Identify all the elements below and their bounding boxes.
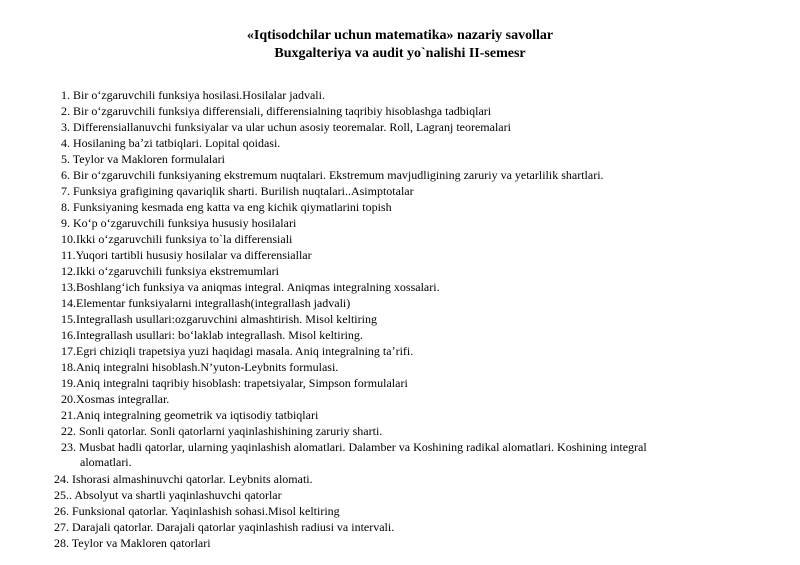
list-item: 13.Boshlangʻich funksiya va aniqmas integral. Aniqmas integralning xossalari. — [61, 280, 440, 294]
list-item: 17.Egri chiziqli trapetsiya yuzi haqidagi masala. Aniq integralning taʼrifi. — [61, 344, 414, 358]
document-title: «Iqtisodchilar uchun matematika» nazariy savollar — [246, 28, 554, 43]
list-item: 2. Bir oʻzgaruvchili funksiya differensiali, differensialning taqribiy hisoblashga tadbiqlari — [61, 104, 492, 118]
list-item: 1. Bir oʻzgaruvchili funksiya hosilasi.Hosilalar jadvali. — [61, 88, 325, 102]
list-item: 5. Teylor va Makloren formulalari — [61, 152, 225, 166]
document-subtitle: Buxgalteriya va audit yo`nalishi II-semesr — [274, 46, 526, 61]
list-item: 9. Koʻp oʻzgaruvchili funksiya hususiy hosilalari — [61, 216, 297, 230]
list-item: 23. Musbat hadli qatorlar, ularning yaqinlashish alomatlari. Dalamber va Koshining radikal alomatlari. Koshining integral alomatlari. — [61, 440, 647, 469]
list-item: 8. Funksiyaning kesmada eng katta va eng kichik qiymatlarini topish — [61, 200, 392, 214]
list-item: 14.Elementar funksiyalarni integrallash(integrallash jadvali) — [61, 296, 351, 310]
list-item: 3. Differensiallanuvchi funksiyalar va ular uchun asosiy teoremalar. Roll, Lagranj teoremalari — [61, 120, 511, 134]
list-item: 20.Xosmas integrallar. — [61, 392, 170, 406]
list-item: 7. Funksiya grafigining qavariqlik sharti. Burilish nuqtalari..Asimptotalar — [61, 184, 414, 198]
list-item: 10.Ikki oʻzgaruvchili funksiya to`la differensiali — [61, 232, 293, 246]
list-item: 4. Hosilaning baʼzi tatbiqlari. Lopital qoidasi. — [61, 136, 281, 150]
list-item: 12.Ikki oʻzgaruvchili funksiya ekstremumlari — [61, 264, 279, 278]
list-item: 6. Bir oʻzgaruvchili funksiyaning ekstremum nuqtalari. Ekstremum mavjudligining zaruriy va yetarlilik shartlari. — [61, 168, 604, 182]
list-item: 25.. Absolyut va shartli yaqinlashuvchi qatorlar — [54, 488, 282, 502]
list-item: 15.Integrallash usullari:ozgaruvchini almashtirish. Misol keltiring — [61, 312, 377, 326]
list-item: 28. Teylor va Makloren qatorlari — [54, 536, 211, 550]
list-item: 18.Aniq integralni hisoblash.N’yuton-Leybnits formulasi. — [61, 360, 339, 374]
list-item: 11.Yuqori tartibli hususiy hosilalar va differensiallar — [61, 248, 312, 262]
list-item: 26. Funksional qatorlar. Yaqinlashish sohasi.Misol keltiring — [54, 504, 340, 518]
list-item: 16.Integrallash usullari: boʻlaklab integrallash. Misol keltiring. — [61, 328, 363, 342]
list-item: 21.Aniq integralning geometrik va iqtisodiy tatbiqlari — [61, 408, 319, 422]
list-item: 24. Ishorasi almashinuvchi qatorlar. Leybnits alomati. — [54, 472, 313, 486]
list-item: 22. Sonli qatorlar. Sonli qatorlarni yaqinlashishining zaruriy sharti. — [61, 424, 383, 438]
list-item: 19.Aniq integralni taqribiy hisoblash: trapetsiyalar, Simpson formulalari — [61, 376, 408, 390]
list-item: 27. Darajali qatorlar. Darajali qatorlar yaqinlashish radiusi va intervali. — [54, 520, 395, 534]
